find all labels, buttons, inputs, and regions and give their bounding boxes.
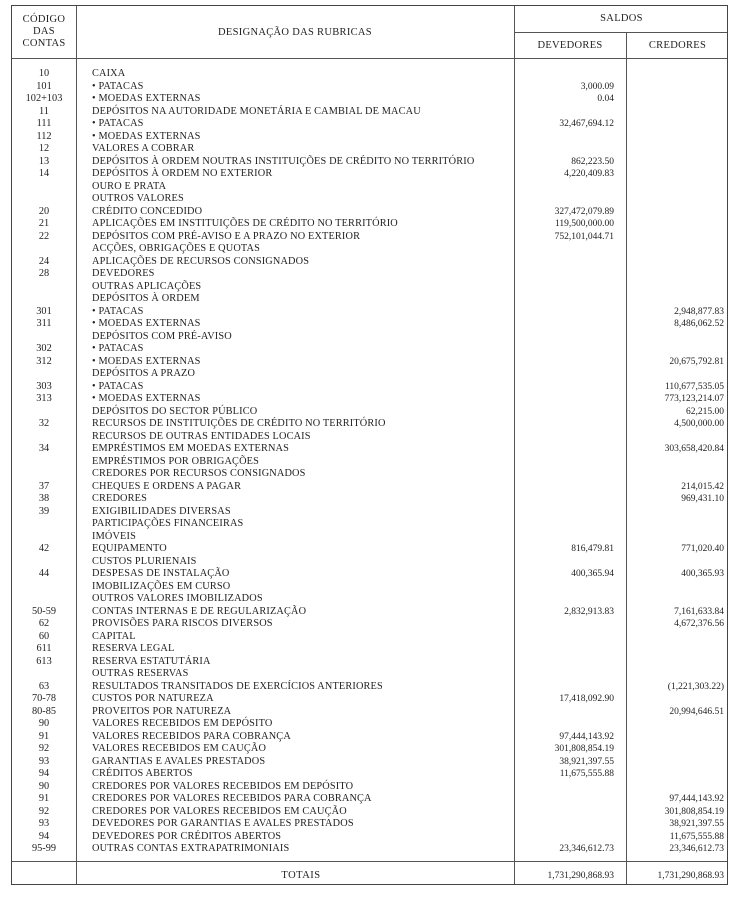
table-row	[12, 356, 727, 369]
table-row	[12, 693, 727, 706]
account-code: 90	[38, 718, 50, 729]
table-row	[12, 318, 727, 331]
table-row	[12, 806, 727, 819]
debit-balance: 752,101,044.71	[554, 231, 614, 242]
credit-balance: 2,948,877.83	[674, 306, 724, 317]
account-code: 20	[38, 205, 50, 217]
table-row	[12, 718, 727, 731]
account-code: 70-78	[31, 693, 57, 704]
account-description: EQUIPAMENTO	[92, 543, 167, 554]
credit-balance: 23,346,612.73	[669, 844, 724, 854]
account-description: APLICAÇÕES EM INSTITUIÇÕES DE CRÉDITO NO TERRITÓRIO	[92, 218, 398, 229]
account-description: EXIGIBILIDADES DIVERSAS	[92, 505, 231, 517]
credit-balance: 773,123,214.07	[664, 394, 724, 404]
totals-debtors: 1,731,290,868.93	[547, 871, 614, 881]
account-code: 50-59	[31, 605, 57, 617]
account-description: EMPRÉSTIMOS POR OBRIGAÇÕES	[92, 455, 259, 467]
account-description: • PATACAS	[92, 80, 144, 92]
credit-balance: 4,672,376.56	[674, 619, 724, 629]
account-code: 101	[36, 80, 52, 92]
account-description: CREDORES POR VALORES RECEBIDOS EM CAUÇÃO	[92, 805, 347, 817]
totals-creditors: 1,731,290,868.93	[657, 871, 724, 881]
table-row	[12, 818, 727, 831]
account-code: 303	[36, 380, 52, 392]
table-row	[12, 743, 727, 756]
header-code	[12, 14, 76, 50]
account-description: PROVISÕES PARA RISCOS DIVERSOS	[92, 618, 273, 629]
account-description: DEPÓSITOS À ORDEM NOUTRAS INSTITUIÇÕES DE CRÉDITO NO TERRITÓRIO	[92, 155, 475, 167]
account-description: CHEQUES E ORDENS A PAGAR	[92, 480, 242, 492]
table-row	[12, 118, 727, 131]
account-description: • PATACAS	[92, 118, 144, 129]
account-code: 42	[38, 543, 50, 554]
table-row	[12, 506, 727, 519]
account-code: 32	[38, 418, 50, 429]
table-row	[12, 368, 727, 381]
table-row	[12, 231, 727, 244]
account-code: 12	[38, 143, 50, 154]
account-description: CAPITAL	[92, 630, 136, 642]
account-description: CONTAS INTERNAS E DE REGULARIZAÇÃO	[92, 605, 307, 617]
account-code: 92	[38, 805, 50, 817]
account-code: 10	[38, 68, 50, 79]
header-code-line3: CONTAS	[22, 38, 66, 49]
table-row	[12, 706, 727, 719]
account-code: 91	[38, 793, 50, 804]
table-row	[12, 331, 727, 344]
account-code: 95-99	[31, 843, 57, 854]
table-row	[12, 268, 727, 281]
account-code: 39	[38, 505, 50, 517]
credit-balance: 7,161,633.84	[674, 606, 724, 617]
account-code: 94	[38, 768, 50, 779]
account-description: RESERVA LEGAL	[92, 643, 175, 654]
account-code: 302	[36, 343, 52, 354]
table-row	[12, 481, 727, 494]
account-code: 13	[38, 155, 50, 167]
account-code: 34	[38, 443, 50, 454]
account-code: 11	[39, 105, 49, 117]
account-code: 80-85	[31, 705, 57, 717]
table-row	[12, 418, 727, 431]
account-code: 38	[38, 493, 50, 504]
table-row	[12, 393, 727, 406]
account-description: CAIXA	[92, 68, 126, 79]
table-row	[12, 568, 727, 581]
header-bottom-rule	[12, 58, 727, 59]
table-row	[12, 581, 727, 594]
table-row	[12, 556, 727, 569]
account-description: OUTROS VALORES	[92, 193, 184, 204]
account-code: 93	[38, 818, 50, 829]
table-row	[12, 656, 727, 669]
account-description: • MOEDAS EXTERNAS	[92, 318, 201, 329]
table-row	[12, 731, 727, 744]
credit-balance: 11,675,555.88	[669, 831, 724, 842]
table-row	[12, 643, 727, 656]
account-code: 24	[38, 255, 50, 267]
account-description: DEPÓSITOS COM PRÉ-AVISO E A PRAZO NO EXTERIOR	[92, 230, 361, 242]
account-description: RESERVA ESTATUTÁRIA	[92, 655, 211, 667]
account-description: • PATACAS	[92, 305, 144, 317]
header-debtors: DEVEDORES	[537, 40, 603, 51]
table-row	[12, 131, 727, 144]
table-row	[12, 243, 727, 256]
table-row	[12, 143, 727, 156]
account-description: RECURSOS DE OUTRAS ENTIDADES LOCAIS	[92, 430, 311, 442]
account-code: 60	[38, 630, 50, 642]
account-code: 28	[38, 268, 50, 279]
account-description: DEPÓSITOS À ORDEM NO EXTERIOR	[92, 168, 273, 179]
account-description: • MOEDAS EXTERNAS	[92, 355, 201, 367]
account-description: CREDORES	[92, 493, 147, 504]
debit-balance: 119,500,000.00	[554, 219, 614, 229]
header-creditors: CREDORES	[648, 40, 707, 51]
account-code: 63	[38, 680, 50, 692]
account-description: RESULTADOS TRANSITADOS DE EXERCÍCIOS ANTERIORES	[92, 680, 383, 692]
account-code: 102+103	[25, 93, 63, 104]
account-description: ACÇÕES, OBRIGAÇÕES E QUOTAS	[92, 243, 260, 254]
table-row	[12, 81, 727, 94]
account-description: CREDORES POR RECURSOS CONSIGNADOS	[92, 468, 306, 479]
totals-label: TOTAIS	[281, 870, 321, 881]
account-description: CREDORES POR VALORES RECEBIDOS PARA COBRANÇA	[92, 793, 372, 804]
table-row	[12, 406, 727, 419]
credit-balance: 20,994,646.51	[669, 706, 724, 717]
debit-balance: 32,467,694.12	[559, 119, 614, 129]
table-row	[12, 156, 727, 169]
table-row	[12, 306, 727, 319]
saldos-header-rule	[514, 32, 727, 33]
credit-balance: 214,015.42	[681, 481, 724, 492]
account-code: 62	[38, 618, 50, 629]
table-row	[12, 218, 727, 231]
account-description: DEVEDORES POR GARANTIAS E AVALES PRESTADOS	[92, 818, 354, 829]
debit-balance: 11,675,555.88	[559, 769, 614, 779]
debit-balance: 862,223.50	[571, 156, 614, 167]
account-description: VALORES A COBRAR	[92, 143, 195, 154]
account-description: DEPÓSITOS COM PRÉ-AVISO	[92, 330, 232, 342]
account-description: CUSTOS POR NATUREZA	[92, 693, 214, 704]
account-code: 44	[38, 568, 50, 579]
account-description: DEVEDORES POR CRÉDITOS ABERTOS	[92, 830, 282, 842]
debit-balance: 17,418,092.90	[559, 694, 614, 704]
account-description: DESPESAS DE INSTALAÇÃO	[92, 568, 230, 579]
account-code: 112	[36, 130, 52, 142]
table-row	[12, 168, 727, 181]
table-row	[12, 631, 727, 644]
table-row	[12, 443, 727, 456]
account-code: 37	[38, 480, 50, 492]
debit-balance: 3,000.09	[580, 81, 614, 92]
table-row	[12, 768, 727, 781]
table-row	[12, 668, 727, 681]
header-code-line1: CÓDIGO	[22, 14, 66, 25]
table-row	[12, 106, 727, 119]
account-code: 94	[38, 830, 50, 842]
credit-balance: 4,500,000.00	[674, 419, 724, 429]
account-description: • MOEDAS EXTERNAS	[92, 93, 201, 104]
account-code: 22	[38, 230, 50, 242]
account-code: 14	[38, 168, 50, 179]
credit-balance: 8,486,062.52	[674, 319, 724, 329]
header-code-line2: DAS	[33, 26, 55, 37]
account-code: 313	[36, 393, 52, 404]
credit-balance: 301,808,854.19	[664, 806, 724, 817]
table-row	[12, 531, 727, 544]
account-description: OUTROS VALORES IMOBILIZADOS	[92, 593, 263, 604]
totals-row	[12, 866, 727, 886]
debit-balance: 327,472,079.89	[554, 206, 614, 217]
account-description: DEPÓSITOS A PRAZO	[92, 368, 196, 379]
account-description: DEPÓSITOS DO SECTOR PÚBLICO	[92, 405, 258, 417]
table-row	[12, 256, 727, 269]
credit-balance: 400,365.93	[681, 569, 724, 579]
debit-balance: 816,479.81	[571, 544, 614, 554]
debit-balance: 97,444,143.92	[559, 731, 614, 742]
debit-balance: 4,220,409.83	[564, 169, 614, 179]
account-description: OUTRAS CONTAS EXTRAPATRIMONIAIS	[92, 843, 290, 854]
table-row	[12, 781, 727, 794]
balance-table	[11, 5, 728, 885]
debit-balance: 400,365.94	[571, 569, 614, 579]
table-row	[12, 181, 727, 194]
debit-balance: 0.04	[597, 94, 614, 104]
account-description: IMÓVEIS	[92, 530, 136, 542]
table-row	[12, 618, 727, 631]
table-row	[12, 543, 727, 556]
account-description: DEPÓSITOS NA AUTORIDADE MONETÁRIA E CAMBIAL DE MACAU	[92, 105, 421, 117]
account-code: 90	[38, 780, 50, 792]
credit-balance: 771,020.40	[681, 544, 724, 554]
table-row	[12, 593, 727, 606]
account-description: EMPRÉSTIMOS EM MOEDAS EXTERNAS	[92, 443, 290, 454]
account-code: 111	[36, 118, 52, 129]
table-row	[12, 206, 727, 219]
account-code: 93	[38, 755, 50, 767]
table-row	[12, 431, 727, 444]
account-code: 312	[36, 355, 52, 367]
account-description: CUSTOS PLURIENAIS	[92, 555, 197, 567]
table-row	[12, 93, 727, 106]
header-designation: DESIGNAÇÃO DAS RUBRICAS	[218, 27, 372, 38]
table-row	[12, 68, 727, 81]
credit-balance: 97,444,143.92	[669, 794, 724, 804]
account-description: • MOEDAS EXTERNAS	[92, 130, 201, 142]
account-description: PARTICIPAÇÕES FINANCEIRAS	[92, 518, 244, 529]
account-description: OURO E PRATA	[92, 180, 167, 192]
table-row	[12, 756, 727, 769]
table-row	[12, 793, 727, 806]
debit-balance: 301,808,854.19	[554, 744, 614, 754]
account-description: GARANTIAS E AVALES PRESTADOS	[92, 755, 266, 767]
account-description: RECURSOS DE INSTITUIÇÕES DE CRÉDITO NO TERRITÓRIO	[92, 418, 386, 429]
account-description: APLICAÇÕES DE RECURSOS CONSIGNADOS	[92, 255, 310, 267]
account-description: DEVEDORES	[92, 268, 155, 279]
account-description: VALORES RECEBIDOS EM DEPÓSITO	[92, 718, 273, 729]
credit-balance: 20,675,792.81	[669, 356, 724, 367]
account-description: OUTRAS RESERVAS	[92, 668, 189, 679]
account-description: PROVEITOS POR NATUREZA	[92, 705, 232, 717]
account-description: CRÉDITOS ABERTOS	[92, 768, 193, 779]
credit-balance: 110,677,535.05	[664, 381, 724, 392]
table-body	[12, 68, 727, 856]
table-row	[12, 493, 727, 506]
debit-balance: 2,832,913.83	[564, 606, 614, 617]
account-description: CREDORES POR VALORES RECEBIDOS EM DEPÓSITO	[92, 780, 354, 792]
account-code: 613	[36, 655, 52, 667]
table-row	[12, 381, 727, 394]
debit-balance: 23,346,612.73	[559, 844, 614, 854]
header-balances: SALDOS	[600, 13, 643, 24]
table-row	[12, 468, 727, 481]
table-row	[12, 193, 727, 206]
credit-balance: 38,921,397.55	[669, 819, 724, 829]
account-code: 611	[36, 643, 52, 654]
table-row	[12, 681, 727, 694]
credit-balance: 969,431.10	[681, 494, 724, 504]
account-code: 21	[38, 218, 50, 229]
account-description: VALORES RECEBIDOS PARA COBRANÇA	[92, 730, 291, 742]
account-description: IMOBILIZAÇÕES EM CURSO	[92, 580, 231, 592]
table-row	[12, 843, 727, 856]
account-description: • MOEDAS EXTERNAS	[92, 393, 201, 404]
credit-balance: (1,221,303.22)	[667, 681, 724, 692]
account-description: CRÉDITO CONCEDIDO	[92, 205, 203, 217]
account-description: • PATACAS	[92, 343, 144, 354]
table-row	[12, 281, 727, 294]
account-code: 311	[36, 318, 52, 329]
account-description: DEPÓSITOS À ORDEM	[92, 293, 200, 304]
table-row	[12, 606, 727, 619]
table-row	[12, 518, 727, 531]
debit-balance: 38,921,397.55	[559, 756, 614, 767]
totals-top-rule	[12, 861, 727, 862]
account-code: 91	[38, 730, 50, 742]
table-row	[12, 343, 727, 356]
account-code: 301	[36, 305, 52, 317]
table-row	[12, 831, 727, 844]
account-description: • PATACAS	[92, 380, 144, 392]
account-description: OUTRAS APLICAÇÕES	[92, 280, 202, 292]
credit-balance: 62,215.00	[686, 406, 724, 417]
table-row	[12, 456, 727, 469]
account-code: 92	[38, 743, 50, 754]
account-description: VALORES RECEBIDOS EM CAUÇÃO	[92, 743, 267, 754]
table-row	[12, 293, 727, 306]
credit-balance: 303,658,420.84	[664, 444, 724, 454]
